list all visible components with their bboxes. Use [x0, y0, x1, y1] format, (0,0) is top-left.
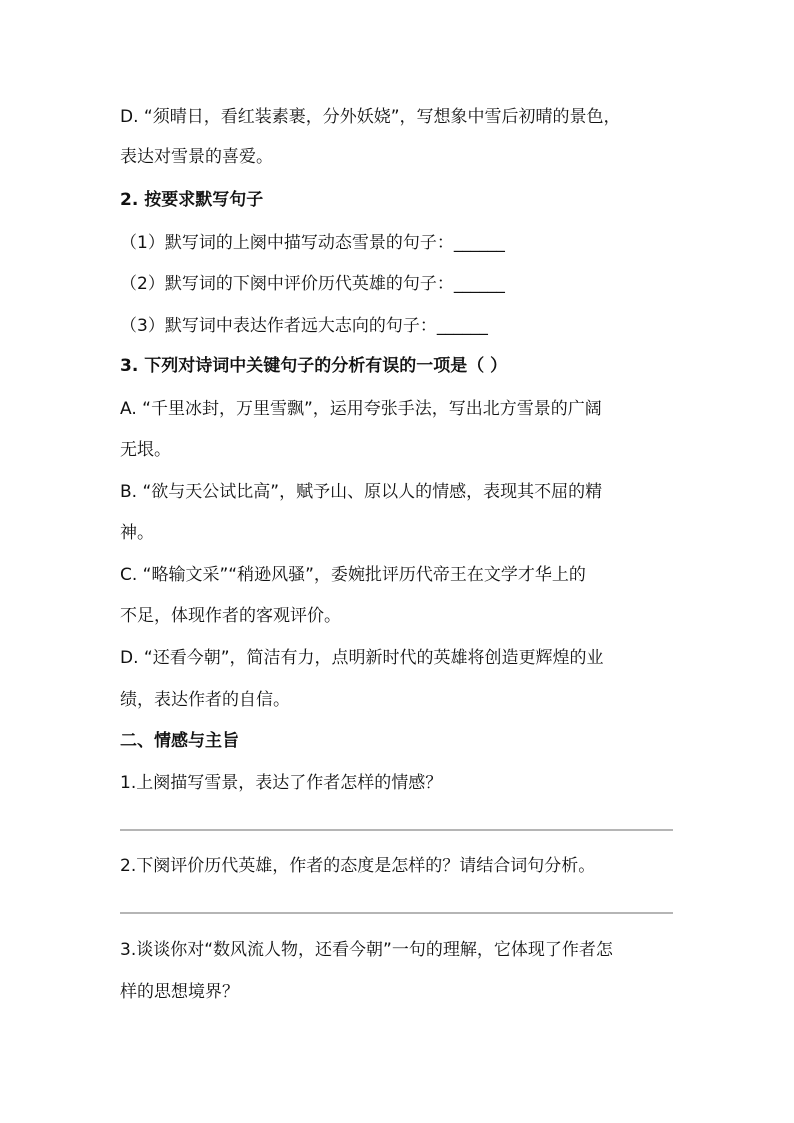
- option-c-line2: 不足，体现作者的客观评价。: [120, 606, 341, 626]
- section-2-question-2: 2.下阕评价历代英雄，作者的态度是怎样的？请结合词句分析。: [120, 856, 596, 876]
- question-2-item-1: （1）默写词的上阕中描写动态雪景的句子：______: [120, 233, 505, 253]
- question-3-heading: 3. 下列对诗词中关键句子的分析有误的一项是（ ）: [120, 356, 508, 376]
- question-2-item-2: （2）默写词的下阕中评价历代英雄的句子：______: [120, 274, 505, 294]
- question-2-item-3: （3）默写词中表达作者远大志向的句子：______: [120, 316, 488, 336]
- section-2-question-3-line2: 样的思想境界？: [120, 982, 239, 1002]
- section-2-question-3-line1: 3.谈谈你对“数风流人物，还看今朝”一句的理解，它体现了作者怎: [120, 940, 613, 960]
- option-c-line1: C. “略输文采”“稍逊风骚”，委婉批评历代帝王在文学才华上的: [120, 565, 586, 585]
- option-d-line1: D. “还看今朝”，简洁有力，点明新时代的英雄将创造更辉煌的业: [120, 648, 604, 668]
- option-a-line2: 无垠。: [120, 440, 171, 460]
- section-2-question-1: 1.上阕描写雪景，表达了作者怎样的情感？: [120, 773, 443, 793]
- option-d-text-line1: D. “须晴日，看红装素裹，分外妖娆”，写想象中雪后初晴的景色，: [120, 107, 621, 127]
- option-d-line2: 绩，表达作者的自信。: [120, 690, 290, 710]
- option-d-text-line2: 表达对雪景的喜爱。: [120, 147, 273, 167]
- answer-line-2: [120, 912, 673, 914]
- answer-line-1: [120, 829, 673, 831]
- option-b-line1: B. “欲与天公试比高”，赋予山、原以人的情感，表现其不屈的精: [120, 482, 603, 502]
- section-2-heading: 二、情感与主旨: [120, 731, 239, 751]
- question-2-heading: 2. 按要求默写句子: [120, 190, 264, 210]
- option-a-line1: A. “千里冰封，万里雪飘”，运用夸张手法，写出北方雪景的广阔: [120, 399, 602, 419]
- option-b-line2: 神。: [120, 523, 154, 543]
